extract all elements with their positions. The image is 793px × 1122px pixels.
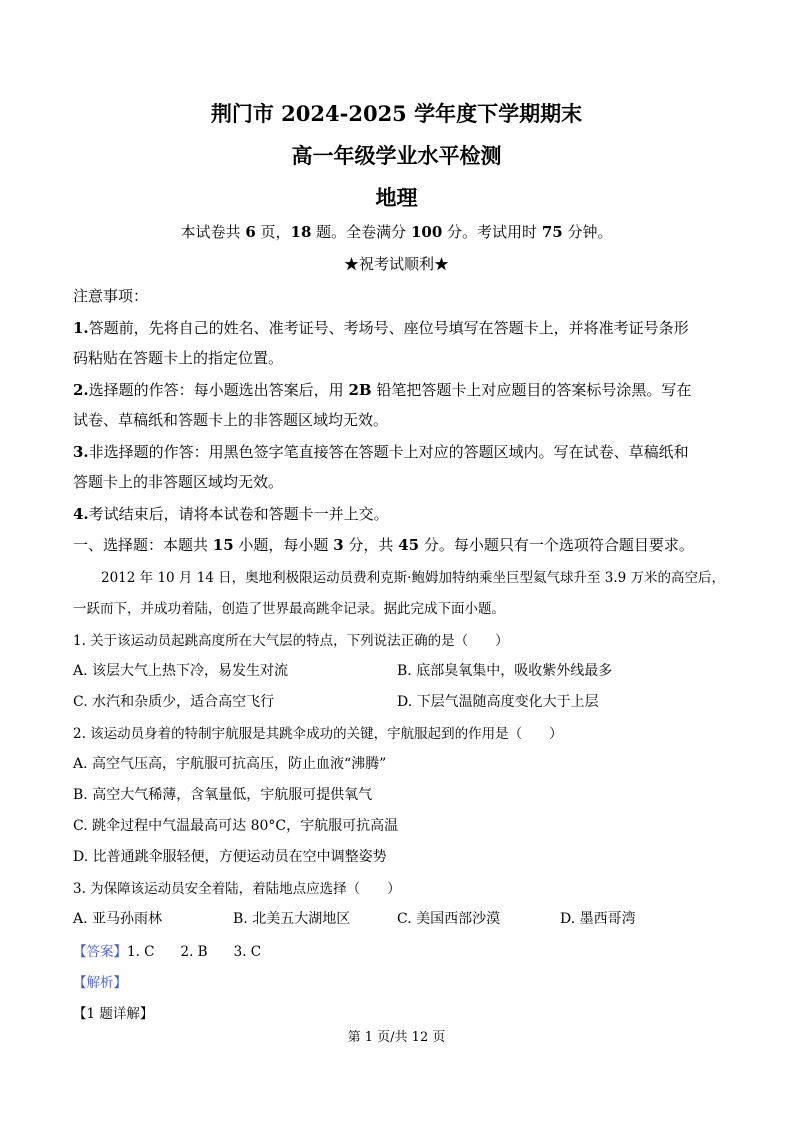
question-1-option-b: B. 底部臭氧集中，吸收紫外线最多	[397, 663, 613, 679]
subject-title: 地理	[375, 185, 418, 210]
notice-item-1-cont: 码粘贴在答题卡上的指定位置。	[73, 349, 284, 367]
exam-title: 荆门市 2024-2025 学年度下学期期末	[210, 101, 583, 126]
answer-label: 【答案】	[73, 944, 127, 960]
question-1-option-c: C. 水汽和杂质少，适合高空飞行	[73, 694, 275, 710]
question-2-option-c: C. 跳伞过程中气温最高可达 80°C，宇航服可抗高温	[73, 818, 399, 834]
notice-item-3: 3.非选择题的作答：用黑色签字笔直接答在答题卡上对应的答题区域内。写在试卷、草稿纸和	[73, 443, 689, 461]
question-2-option-a: A. 高空气压高，宇航服可抗高压，防止血液“沸腾”	[73, 756, 387, 772]
question-3-option-d: D. 墨西哥湾	[560, 911, 636, 927]
page-footer: 第 1 页/共 12 页	[347, 1030, 446, 1045]
notice-item-3-cont: 答题卡上的非答题区域均无效。	[73, 473, 284, 491]
exam-info: 本试卷共 6 页，18 题。全卷满分 100 分。考试用时 75 分钟。	[180, 223, 613, 241]
question-1-option-d: D. 下层气温随高度变化大于上层	[397, 694, 599, 710]
answer-3: 3. C	[233, 944, 262, 960]
exam-subtitle: 高一年级学业水平检测	[291, 143, 502, 168]
detail-label: 【1 题详解】	[73, 1006, 154, 1022]
notice-item-2: 2.选择题的作答：每小题选出答案后，用 2B 铅笔把答题卡上对应题目的答案标号涂黑。写在	[73, 381, 692, 399]
question-1-stem: 1. 关于该运动员起跳高度所在大气层的特点，下列说法正确的是（ ）	[73, 633, 509, 649]
question-1-option-a: A. 该层大气上热下冷，易发生对流	[73, 663, 289, 679]
question-2-option-d: D. 比普通跳伞服轻便，方便运动员在空中调整姿势	[73, 849, 387, 865]
notice-item-4: 4.考试结束后，请将本试卷和答题卡一并上交。	[73, 505, 389, 523]
notice-heading: 注意事项：	[73, 287, 149, 305]
answer-1: 1. C	[127, 944, 155, 960]
passage-line-1: 2012 年 10 月 14 日，奥地利极限运动员费利克斯·鲍姆加特纳乘坐巨型氦气球升至 3.9 万米的高空后，	[101, 570, 726, 586]
question-3-option-a: A. 亚马孙雨林	[73, 911, 163, 927]
answer-2: 2. B	[180, 944, 208, 960]
answer-line	[73, 940, 261, 960]
analysis-label: 【解析】	[73, 975, 127, 991]
notice-item-2-cont: 试卷、草稿纸和答题卡上的非答题区域均无效。	[73, 411, 389, 429]
question-3-option-c: C. 美国西部沙漠	[397, 911, 501, 927]
section-heading: 一、选择题：本题共 15 小题，每小题 3 分，共 45 分。每小题只有一个选项符合题目要求。	[73, 536, 694, 554]
passage-line-2: 一跃而下，并成功着陆，创造了世界最高跳伞记录。据此完成下面小题。	[73, 601, 505, 617]
notice-item-1: 1.答题前，先将自己的姓名、准考证号、考场号、座位号填写在答题卡上，并将准考证号条形	[73, 319, 689, 337]
question-3-stem: 3. 为保障该运动员安全着陆，着陆地点应选择（ ）	[73, 881, 401, 897]
question-3-option-b: B. 北美五大湖地区	[233, 911, 351, 927]
question-2-option-b: B. 高空大气稀薄，含氧量低，宇航服可提供氧气	[73, 787, 373, 803]
question-2-stem: 2. 该运动员身着的特制宇航服是其跳伞成功的关键，宇航服起到的作用是（ ）	[73, 726, 563, 742]
blessing: ★祝考试顺利★	[343, 255, 449, 273]
